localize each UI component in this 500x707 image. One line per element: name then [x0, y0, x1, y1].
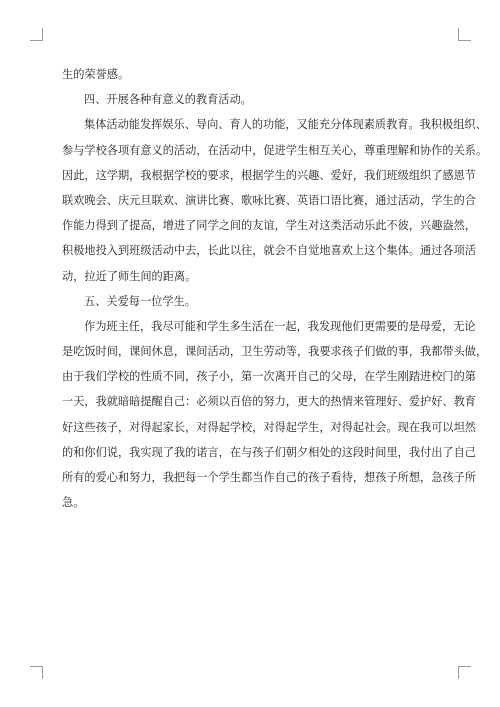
crop-mark-top-right	[458, 28, 471, 41]
crop-mark-bottom-right	[458, 666, 471, 679]
text-line: 动，拉近了师生间的距离。	[62, 269, 197, 283]
text-line: 作为班主任，我尽可能和学生多生活在一起，我发现他们更需要的是母爱，无论	[84, 319, 476, 333]
document-body	[62, 62, 488, 515]
text-line: 一天，我就暗暗提醒自己：必须以百倍的努力，更大的热情来管理好、爱护好、教育	[62, 395, 476, 409]
text-line: 急。	[62, 496, 85, 510]
text-line: 积极地投入到班级活动中去，长此以往，就会不自觉地喜欢上这个集体。通过各项活	[62, 244, 476, 258]
text-line: 好这些孩子，对得起家长，对得起学校，对得起学生，对得起社会。现在我可以坦然	[62, 420, 476, 434]
text-line: 所有的爱心和努力，我把每一个学生都当作自己的孩子看待，想孩子所想，急孩子所	[62, 471, 476, 484]
text-line: 是吃饭时间，课间休息，课间活动，卫生劳动等，我要求孩子们做的事，我都带头做，	[62, 345, 488, 359]
text-line: 集体活动能发挥娱乐、导向、育人的功能，又能充分体现素质教育。我积极组织、	[84, 118, 487, 132]
text-line: 生的荣誉感。	[62, 68, 130, 81]
text-line: 由于我们学校的性质不同，孩子小，第一次离开自己的父母，在学生刚踏进校门的第	[62, 370, 476, 384]
text-line: 联欢晚会、庆元旦联欢、演讲比赛、歌咏比赛、英语口语比赛，通过活动，学生的合	[62, 193, 476, 207]
crop-mark-top-left	[30, 28, 43, 41]
text-line: 的和你们说，我实现了我的诺言，在与孩子们朝夕相处的这段时间里，我付出了自己	[62, 445, 476, 459]
crop-mark-bottom-left	[30, 666, 43, 679]
text-line: 作能力得到了提高，增进了同学之间的友谊，学生对这类活动乐此不彼，兴趣盎然，	[62, 219, 476, 233]
text-line: 因此，这学期，我根据学校的要求，根据学生的兴趣、爱好，我们班级组织了感恩节	[62, 168, 476, 182]
text-line: 参与学校各项有意义的活动，在活动中，促进学生相互关心，尊重理解和协作的关系。	[62, 143, 488, 157]
section-heading-5: 五、关爱每一位学生。	[84, 294, 196, 308]
section-heading-4: 四、开展各种有意义的教育活动。	[84, 93, 252, 107]
